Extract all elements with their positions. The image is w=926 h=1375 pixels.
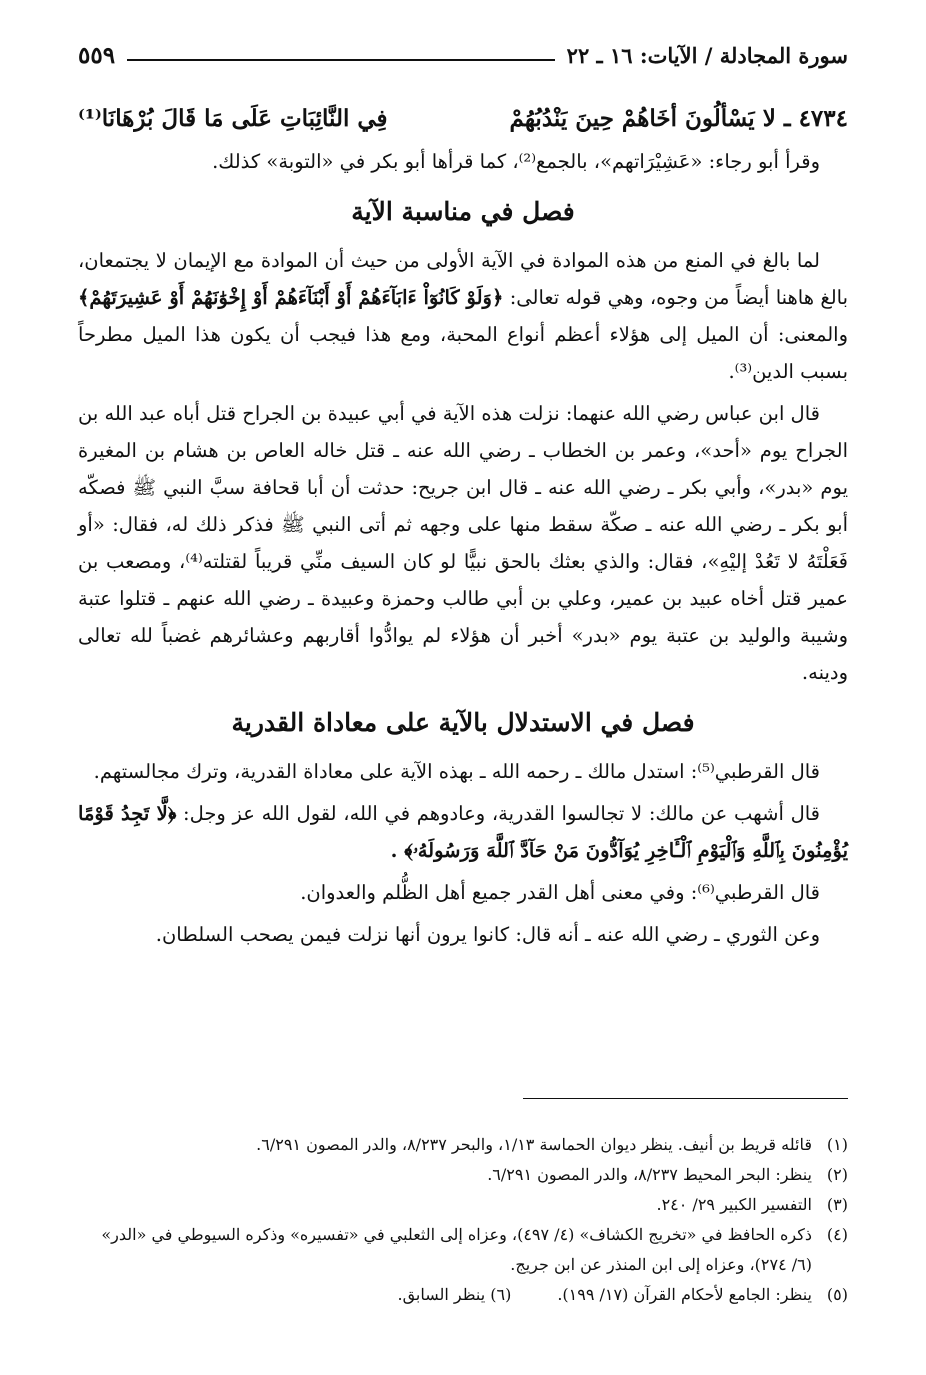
footnote-text: التفسير الكبير ٢٩/ ٢٤٠. (656, 1195, 812, 1214)
footnote (78, 1190, 848, 1220)
footnote-number: (٤) (826, 1225, 848, 1244)
text-segment: قال أشهب عن مالك: لا تجالسوا القدرية، وعادوهم في الله، لقول الله عز وجل: (183, 802, 820, 825)
footnote-number: (٣) (826, 1195, 848, 1214)
text-segment: لما بالغ في المنع من هذه الموادة في الآية الأولى من حيث أن الموادة مع الإيمان لا يجتمعان، بالغ هاهنا أيضاً من وجوه، وهي قوله تعالى: (78, 249, 849, 309)
footnote-text: ينظر: الجامع لأحكام القرآن (١٧/ ١٩٩). (557, 1285, 812, 1304)
footnote-text: قائله قريط بن أنيف. ينظر ديوان الحماسة ١/١٣، والبحر ٨/٢٣٧، والدر المصون ٦/٢٩١. (256, 1135, 812, 1154)
section-heading-1: فصل في مناسبة الآية (351, 197, 575, 226)
running-header (78, 38, 848, 72)
text-segment: والمعنى: أن الميل إلى هؤلاء أعظم أنواع المحبة، ومع هذا فيجب أن يكون هذا الميل مطرحاً بسبب الدين⁽³⁾. (78, 323, 848, 383)
verse-first-hemistich: ٤٧٣٤ ـ لا يَسْألُونَ أخَاهُمْ حِينَ يَنْدُبُهُمْ (509, 105, 848, 132)
footnote (78, 1160, 848, 1190)
footnote-text: (٦) ينظر السابق. (397, 1285, 512, 1304)
footnote (78, 1220, 848, 1280)
quran-quote: ﴿لَّا تَجِدُ قَوْمًا يُؤْمِنُونَ بِٱللَّهِ وَٱلْيَوْمِ ٱلْـَٔاخِرِ يُوَآدُّونَ مَنْ حَآدَّ ٱللَّهَ وَرَسُولَهُۥ﴾ . (78, 802, 848, 862)
verse-second-hemistich: فِي النَّائِبَاتِ عَلَى مَا قَالَ بُرْهَانَا⁽¹⁾ (78, 105, 388, 132)
paragraph: وعن الثوري ـ رضي الله عنه ـ أنه قال: كانوا يرون أنها نزلت فيمن يصحب السلطان. (155, 923, 820, 946)
footnote (78, 1280, 848, 1310)
section-heading-2: فصل في الاستدلال بالآية على معاداة القدرية (231, 708, 695, 737)
footnote (78, 1130, 848, 1160)
footnote-number: (٥) (826, 1285, 848, 1304)
footnotes (78, 1130, 848, 1310)
paragraph (78, 242, 848, 390)
paragraph (78, 795, 848, 869)
footnote-separator (523, 1098, 848, 1099)
header-title: سورة المجادلة / الآيات: ١٦ ـ ٢٢ (566, 42, 848, 68)
footnote-text: ذكره الحافظ في «تخريج الكشاف» (٤/ ٤٩٧)، وعزاه إلى الثعلبي في «تفسيره» وذكره السيوطي في «الدر» (٦/ ٢٧٤)، وعزاه إلى ابن المنذر عن ابن جريج. (101, 1225, 812, 1274)
reading-variant: وقرأ أبو رجاء: «عَشِيْرَاتهم»، بالجمع⁽²⁾، كما قرأها أبو بكر في «التوبة» كذلك. (212, 150, 820, 173)
page-number: ٥٥٩ (78, 41, 116, 69)
paragraph: قال ابن عباس رضي الله عنهما: نزلت هذه الآية في أبي عبيدة بن الجراح قتل أباه عبد الله بن الجراح يوم «أحد»، وعمر بن الخطاب ـ رضي الله عنه ـ قتل خاله العاص بن هشام بن المغيرة يوم «بدر»، وأبي بكر ـ رضي الله عنه ـ قال ابن جريح: حدثت أن أبا قحافة سبَّ النبي ﷺ فصكّه أبو بكر ـ رضي الله عنه ـ صكّة سقط منها على وجهه ثم أتى النبي ﷺ فذكر ذلك له، فقال: «أو فَعَلْتَهُ لا تَعُدْ إليْهِ»، فقال: والذي بعثك بالحق نبيًّا لو كان السيف منِّي قريباً لقتلته⁽⁴⁾، ومصعب بن عمير قتل أخاه عبيد بن عمير، وعلي بن أبي طالب وحمزة وعبيدة ـ رضي الله عنهم ـ قتلوا عتبة وشيبة والوليد بن عتبة يوم «بدر» أخبر أن هؤلاء لم يوادُّوا أقاربهم وعشائرهم غضباً لله تعالى ودينه. (78, 402, 848, 684)
paragraph: قال القرطبي⁽⁵⁾: استدل مالك ـ رحمه الله ـ بهذه الآية على معاداة القدرية، وترك مجالستهم. (93, 760, 820, 783)
poetry-verse (78, 100, 848, 137)
footnote-number: (٢) (826, 1165, 848, 1184)
footnote-number: (١) (826, 1135, 848, 1154)
paragraph: قال القرطبي⁽⁶⁾: وفي معنى أهل القدر جميع أهل الظُّلم والعدوان. (300, 881, 820, 904)
footnote-text: ينظر: البحر المحيط ٨/٢٣٧، والدر المصون ٦/٢٩١. (487, 1165, 812, 1184)
quran-quote: ﴿وَلَوْ كَانُوٓاْ ءَابَآءَهُمْ أَوْ أَبْنَآءَهُمْ أَوْ إِخْوَٰنَهُمْ أَوْ عَشِيرَتَهُمْ﴾ (78, 286, 504, 309)
main-text (78, 100, 848, 958)
header-rule (127, 59, 555, 61)
